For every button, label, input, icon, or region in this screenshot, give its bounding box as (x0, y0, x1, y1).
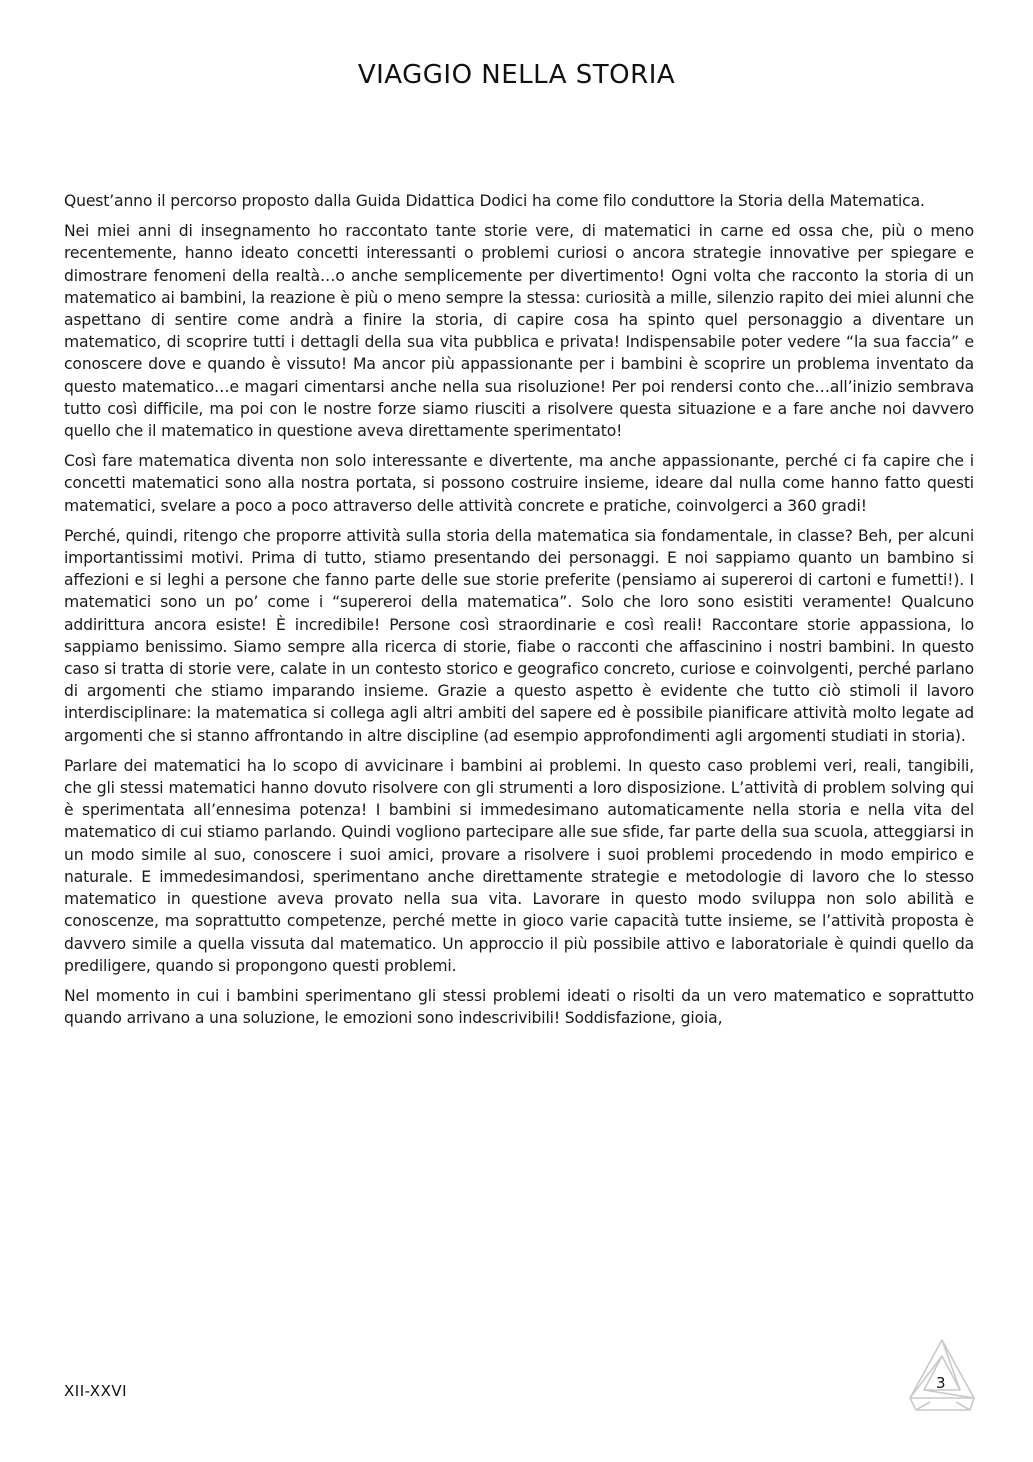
paragraph-6: Nel momento in cui i bambini sperimentano gli stessi problemi ideati o risolti da un vero matematico e soprattutto quando arrivano a una soluzione, le emozioni sono indescrivibili! Soddisfazione, gioia, (64, 986, 974, 1028)
page-number: 3 (936, 1374, 946, 1392)
body-text (64, 190, 974, 1037)
paragraph-1: Quest’anno il percorso proposto dalla Guida Didattica Dodici ha come filo conduttore la Storia della Matematica. (64, 192, 925, 210)
paragraph-2: Nei miei anni di insegnamento ho raccontato tante storie vere, di matematici in carne ed ossa che, più o meno recentemente, hanno ideato concetti interessanti o problemi curiosi o ancora strategie innovative per spiegare e dimostrare fenomeni della realtà…o anche semplicemente per divertimento! Ogni volta che racconto la storia di un matematico ai bambini, la reazione è più o meno sempre la stessa: curiosità a mille, silenzio rapito dei miei alunni che aspettano di sentire come andrà a finire la storia, di capire cosa ha spinto quel personaggio a diventare un matematico, di scoprire tutti i dettagli della sua vita pubblica e privata! Indispensabile poter vedere “la sua faccia” e conoscere dove e quando è vissuto! Ma ancor più appassionante per i bambini è scoprire un problema inventato da questo matematico…e magari cimentarsi anche nella sua risoluzione! Per poi rendersi conto che…all’inizio sembrava tutto così difficile, ma poi con le nostre forze siamo riusciti a risolvere questa situazione e a fare anche noi davvero quello che il matematico in questione aveva direttamente sperimentato! (64, 222, 974, 441)
footer-code: XII-XXVI (64, 1382, 128, 1400)
paragraph-3: Così fare matematica diventa non solo interessante e divertente, ma anche appassionante, perché ci fa capire che i concetti matematici sono alla nostra portata, si possono costruire insieme, ideare dal nulla come hanno fatto questi matematici, svelare a poco a poco attraverso delle attività concrete e pratiche, coinvolgerci a 360 gradi! (64, 452, 974, 515)
page-title: VIAGGIO NELLA STORIA (357, 60, 676, 90)
paragraph-4: Perché, quindi, ritengo che proporre attività sulla storia della matematica sia fondamentale, in classe? Beh, per alcuni importantissimi motivi. Prima di tutto, stiamo presentando dei personaggi. E noi sappiamo quanto un bambino si affezioni e si leghi a persone che fanno parte delle sue storie preferite (pensiamo ai supereroi di cartoni e fumetti!). I matematici sono un po’ come i “supereroi della matematica”. Solo che loro sono esistiti veramente! Qualcuno addirittura ancora esiste! È incredibile! Persone così straordinarie e così reali! Raccontare storie appassiona, lo sappiamo benissimo. Siamo sempre alla ricerca di storie, fiabe o racconti che affascinino i nostri bambini. In questo caso si tratta di storie vere, calate in un contesto storico e geografico concreto, curiose e coinvolgenti, perché parlano di argomenti che stiamo imparando insieme. Grazie a questo aspetto è evidente che tutto ciò stimoli il lavoro interdisciplinare: la matematica si collega agli altri ambiti del sapere ed è possibile pianificare attività molto legate ad argomenti che si stanno affrontando in altre discipline (ad esempio approfondimenti agli argomenti studiati in storia). (64, 526, 974, 745)
paragraph-5: Parlare dei matematici ha lo scopo di avvicinare i bambini ai problemi. In questo caso problemi veri, reali, tangibili, che gli stessi matematici hanno dovuto risolvere con gli strumenti a loro disposizione. L’attività di problem solving qui è sperimentata all’ennesima potenza! I bambini si immedesimano automaticamente nella storia e nella vita del matematico di cui stiamo parlando. Quindi vogliono partecipare alle sue sfide, far parte della sua scuola, atteggiarsi in un modo simile al suo, conoscere i suoi amici, provare a risolvere i suoi problemi procedendo in modo empirico e naturale. E immedesimandosi, sperimentano anche direttamente strategie e metodologie di lavoro che lo stesso matematico in questione aveva provato nella sua vita. Lavorare in questo modo sviluppa non solo abilità e conoscenze, ma soprattutto competenze, perché mette in gioco varie capacità tutte insieme, se l’attività proposta è davvero simile a quella vissuta dal matematico. Un approccio il più possibile attivo e laboratoriale è quindi quello da prediligere, quando si propongono questi problemi. (64, 756, 974, 975)
